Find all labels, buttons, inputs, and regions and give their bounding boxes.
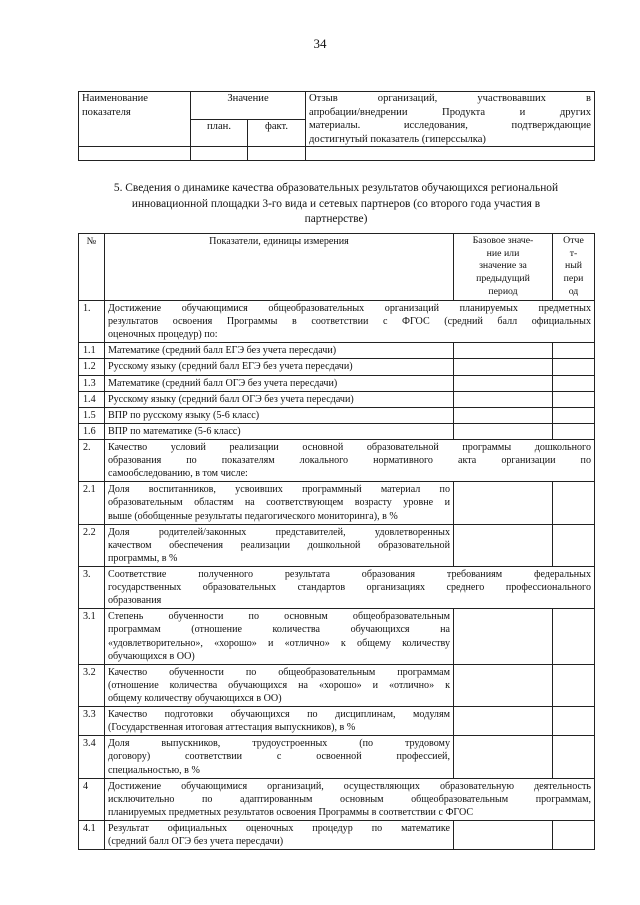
row-number: 4.1 (79, 820, 105, 849)
indicator-text (105, 375, 454, 391)
table-header-row (79, 234, 595, 301)
feedback-line: Отзыв организаций, участвовавших в (309, 93, 592, 104)
report-value-cell (553, 423, 595, 439)
indicator-line: образования по показателям локального нормативного акта организации по (108, 455, 591, 467)
fact-header: факт. (248, 119, 306, 147)
indicator-text (105, 707, 454, 736)
report-value-cell (553, 391, 595, 407)
row-number: 1.3 (79, 375, 105, 391)
base-value-cell (454, 375, 553, 391)
row-number: 4 (79, 778, 105, 820)
table-row (79, 407, 595, 423)
indicator-line: ВПР по русскому языку (5-6 класс) (108, 409, 260, 421)
base-value-cell (454, 407, 553, 423)
header-line: од (568, 285, 579, 297)
indicator-line: обучающихся в ОО) (108, 650, 195, 662)
table-row (79, 566, 595, 608)
feedback-line: достигнутый показатель (гиперссылка) (309, 133, 486, 145)
feedback-header (306, 92, 595, 147)
table-cell (248, 147, 306, 161)
row-number: 1.6 (79, 423, 105, 439)
row-number: 3.1 (79, 609, 105, 664)
report-period-column-header (553, 234, 595, 301)
indicator-text (105, 820, 454, 849)
table-row (79, 482, 595, 524)
row-number: 1.2 (79, 359, 105, 375)
indicator-line: «удовлетворительно», «хорошо» и «отлично» к общему количеству (108, 637, 450, 649)
indicator-line: государственных образовательных стандартов организациях среднего профессионального (108, 582, 591, 594)
indicator-line: программы, в % (108, 552, 178, 564)
indicator-text (105, 609, 454, 664)
report-value-cell (553, 707, 595, 736)
report-value-cell (553, 407, 595, 423)
indicator-line: Соответствие полученного результата образования требованиям федеральных (108, 568, 591, 580)
header-line: значение за (479, 260, 527, 272)
indicator-line: качеством обеспечения реализации дошкольной образовательной (108, 539, 450, 551)
heading-line: партнерстве) (304, 213, 368, 225)
number-column-header: № (79, 234, 105, 301)
row-number: 1.4 (79, 391, 105, 407)
indicator-text (105, 482, 454, 524)
indicator-line: договору) соответствии с освоенной профессией, (108, 751, 450, 763)
indicator-text (105, 736, 454, 778)
table-row (79, 778, 595, 820)
table-row (79, 147, 595, 161)
indicator-line: специальностью, в % (108, 764, 200, 776)
row-number: 1. (79, 301, 105, 343)
table-body (79, 301, 595, 850)
value-header: Значение (191, 92, 306, 120)
indicators-column-header: Показатели, единицы измерения (105, 234, 454, 301)
row-number: 3.3 (79, 707, 105, 736)
header-line: предыдущий (476, 273, 530, 285)
indicator-line: Качество подготовки обучающихся по дисциплинам, модулям (108, 709, 450, 721)
indicator-line: самообследованию, в том числе: (108, 468, 248, 480)
report-value-cell (553, 375, 595, 391)
indicator-line: Качество обученности по общеобразовательным программам (108, 666, 450, 678)
row-number: 3. (79, 566, 105, 608)
base-value-cell (454, 359, 553, 375)
indicator-line: (средний балл ОГЭ без учета пересдачи) (108, 836, 284, 848)
base-value-cell (454, 343, 553, 359)
header-line: ние или (486, 247, 520, 259)
section-indicator-text (105, 439, 595, 481)
row-number: 2. (79, 439, 105, 481)
indicator-text (105, 391, 454, 407)
table-row (79, 707, 595, 736)
base-value-column-header (454, 234, 553, 301)
indicator-line: (отношение количества обучающихся на «хорошо» и «отлично» к (108, 679, 450, 691)
indicator-text (105, 524, 454, 566)
header-line: Отче (563, 235, 584, 246)
header-line: т- (569, 247, 578, 259)
report-value-cell (553, 736, 595, 778)
header-line: показателя (82, 106, 131, 118)
table-row (79, 301, 595, 343)
indicator-value-table (78, 91, 595, 161)
indicator-line: программам (отношение количества обучающихся на (108, 624, 450, 636)
table-row (79, 375, 595, 391)
table-row (79, 664, 595, 706)
indicator-line: Степень обученности по основным общеобразовательным (108, 611, 450, 623)
indicator-line: ВПР по математике (5-6 класс) (108, 425, 241, 437)
header-line: ный (564, 260, 583, 272)
heading-line: 5. Сведения о динамике качества образовательных результатов обучающихся региональной (113, 182, 559, 194)
indicator-line: выше (обобщенные результаты педагогического мониторинга), в % (108, 510, 398, 522)
indicator-text (105, 664, 454, 706)
indicator-line: Результат официальных оценочных процедур по математике (108, 822, 450, 834)
header-line: Базовое значе- (472, 235, 534, 246)
plan-header: план. (191, 119, 248, 147)
header-line: Наименование (82, 93, 148, 104)
report-value-cell (553, 609, 595, 664)
indicator-text (105, 343, 454, 359)
feedback-line: материалы. исследования, подтверждающие (309, 120, 592, 132)
table-row (79, 391, 595, 407)
indicator-line: Достижение обучающимися общеобразовательных организаций планируемых предметных (108, 303, 591, 314)
indicator-name-header (79, 92, 191, 147)
table-row (79, 736, 595, 778)
base-value-cell (454, 707, 553, 736)
indicator-line: образования (108, 595, 162, 607)
indicator-line: Доля выпускников, трудоустроенных (по трудовому (108, 738, 450, 750)
base-value-cell (454, 482, 553, 524)
section-indicator-text (105, 778, 595, 820)
table-row (79, 439, 595, 481)
page-number: 34 (313, 36, 327, 51)
indicator-text (105, 359, 454, 375)
base-value-cell (454, 423, 553, 439)
header-line: период (488, 285, 518, 297)
heading-line: инновационной площадки 3-го вида и сетевых партнеров (со второго года участия в (131, 197, 541, 210)
row-number: 2.2 (79, 524, 105, 566)
report-value-cell (553, 664, 595, 706)
indicator-line: Математике (средний балл ЕГЭ без учета пересдачи) (108, 345, 337, 357)
indicator-line: Качество условий реализации основной образовательной программы дошкольного (108, 441, 591, 453)
base-value-cell (454, 391, 553, 407)
row-number: 1.5 (79, 407, 105, 423)
indicator-line: Русскому языку (средний балл ЕГЭ без учета пересдачи) (108, 361, 353, 373)
table-row (79, 359, 595, 375)
table-cell (191, 147, 248, 161)
base-value-cell (454, 820, 553, 849)
indicator-line: Русскому языку (средний балл ОГЭ без учета пересдачи) (108, 393, 354, 405)
indicator-text (105, 423, 454, 439)
section-heading (80, 181, 592, 228)
base-value-cell (454, 524, 553, 566)
report-value-cell (553, 524, 595, 566)
base-value-cell (454, 609, 553, 664)
indicator-line: Доля воспитанников, усвоивших программный материал по (108, 484, 450, 496)
report-value-cell (553, 359, 595, 375)
indicator-line: исключительно по адаптированным основным общеобразовательным программам, (108, 793, 591, 805)
feedback-line: апробации/внедрении Продукта и других (309, 106, 592, 118)
report-value-cell (553, 820, 595, 849)
indicator-line: образовательным областям на соответствующем возрасту уровне и (108, 497, 450, 509)
section-indicator-text (105, 301, 595, 343)
indicator-line: планируемых предметных результатов освоения Программы в соответствии с ФГОС (108, 806, 474, 818)
results-dynamics-table (78, 233, 595, 850)
table-row (79, 609, 595, 664)
table-row (79, 820, 595, 849)
header-line: пери (563, 273, 584, 285)
indicator-line: общему количеству обучающихся в ОО) (108, 692, 282, 704)
base-value-cell (454, 664, 553, 706)
table-row (79, 92, 595, 120)
indicator-text (105, 407, 454, 423)
row-number: 3.4 (79, 736, 105, 778)
table-cell (306, 147, 595, 161)
indicator-line: Доля родителей/законных представителей, удовлетворенных (108, 526, 450, 538)
table-row (79, 343, 595, 359)
row-number: 2.1 (79, 482, 105, 524)
indicator-line: (Государственная итоговая аттестация выпускников), в % (108, 722, 356, 734)
row-number: 1.1 (79, 343, 105, 359)
indicator-line: оценочных процедур) по: (108, 329, 218, 341)
report-value-cell (553, 343, 595, 359)
table-row (79, 423, 595, 439)
indicator-line: Достижение обучающимися организаций, осуществляющих образовательную деятельность (108, 780, 591, 792)
table-cell (79, 147, 191, 161)
section-indicator-text (105, 566, 595, 608)
indicator-line: результатов освоения Программы в соответствии с ФГОС (средний балл официальных (108, 316, 591, 328)
table-row (79, 524, 595, 566)
base-value-cell (454, 736, 553, 778)
report-value-cell (553, 482, 595, 524)
row-number: 3.2 (79, 664, 105, 706)
indicator-line: Математике (средний балл ОГЭ без учета пересдачи) (108, 377, 338, 389)
